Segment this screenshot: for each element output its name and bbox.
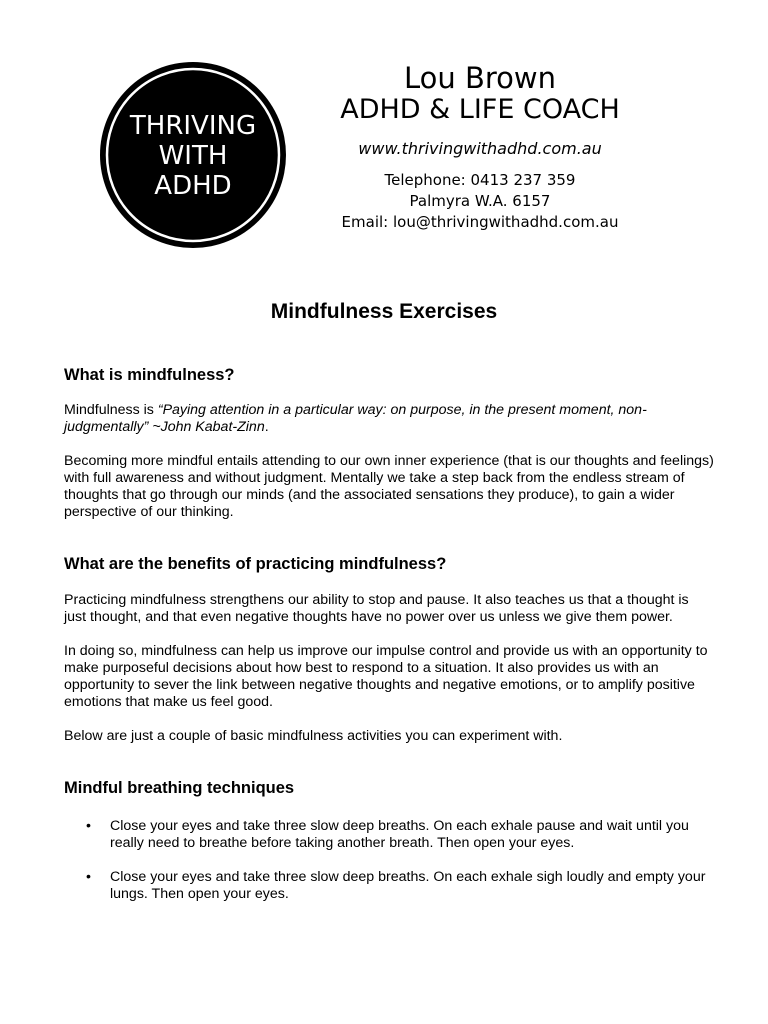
bullet-icon: • (86, 818, 91, 834)
breathing-list (64, 818, 714, 903)
coach-role: ADHD & LIFE COACH (340, 94, 620, 125)
benefits-paragraph-1: Practicing mindfulness strengthens our ability to stop and pause. It also teaches us that a thought is just thought, and that even negative thoughts have no power over us unless we give them power. (64, 592, 689, 625)
definition-quote: “Paying attention in a particular way: on purpose, in the present moment, non-judgmentally” ~John Kabat-Zinn (64, 402, 647, 435)
benefits-paragraph-3: Below are just a couple of basic mindfulness activities you can experiment with. (64, 728, 563, 744)
section-heading-breathing: Mindful breathing techniques (64, 779, 295, 797)
logo-line-3: ADHD (154, 171, 232, 201)
page-title: Mindfulness Exercises (270, 300, 498, 323)
definition-suffix: . (264, 419, 269, 435)
section-heading-benefits: What are the benefits of practicing mindfulness? (64, 555, 447, 573)
logo-circle-icon (98, 60, 288, 250)
section-heading-what-is: What is mindfulness? (64, 366, 235, 384)
definition-paragraph (64, 402, 714, 436)
bullet-icon: • (86, 869, 91, 885)
benefits-paragraph-2: In doing so, mindfulness can help us improve our impulse control and provide us with an opportunity to make purposeful decisions about how best to respond to a situation. It also provides us with an opportunity to sever the link between negative thoughts and negative emotions, or to amplify positive emotions that make us feel good. (64, 643, 708, 710)
document-body (64, 365, 714, 903)
website-link[interactable]: www.thrivingwithadhd.com.au (358, 139, 602, 158)
thriving-with-adhd-logo (98, 60, 288, 250)
logo-line-1: THRIVING (129, 111, 257, 141)
coach-name: Lou Brown (403, 61, 556, 95)
logo-line-2: WITH (158, 141, 228, 171)
contact-block (300, 62, 660, 233)
email[interactable]: Email: lou@thrivingwithadhd.com.au (341, 213, 619, 231)
explanation-paragraph: Becoming more mindful entails attending to our own inner experience (that is our thoughts and feelings) with full awareness and without judgment. Mentally we take a step back from the endless stream of thoughts that go through our minds (and the associated sensations they produce), to gain a wider perspective of our thinking. (64, 453, 714, 520)
list-item (64, 869, 714, 903)
address: Palmyra W.A. 6157 (409, 192, 551, 210)
definition-prefix: Mindfulness is (64, 402, 158, 418)
telephone: Telephone: 0413 237 359 (384, 171, 576, 189)
list-item (64, 818, 714, 852)
list-item-text: Close your eyes and take three slow deep breaths. On each exhale pause and wait until you really need to breathe before taking another breath. Then open your eyes. (110, 818, 689, 851)
list-item-text: Close your eyes and take three slow deep breaths. On each exhale sigh loudly and empty your lungs. Then open your eyes. (110, 869, 706, 902)
